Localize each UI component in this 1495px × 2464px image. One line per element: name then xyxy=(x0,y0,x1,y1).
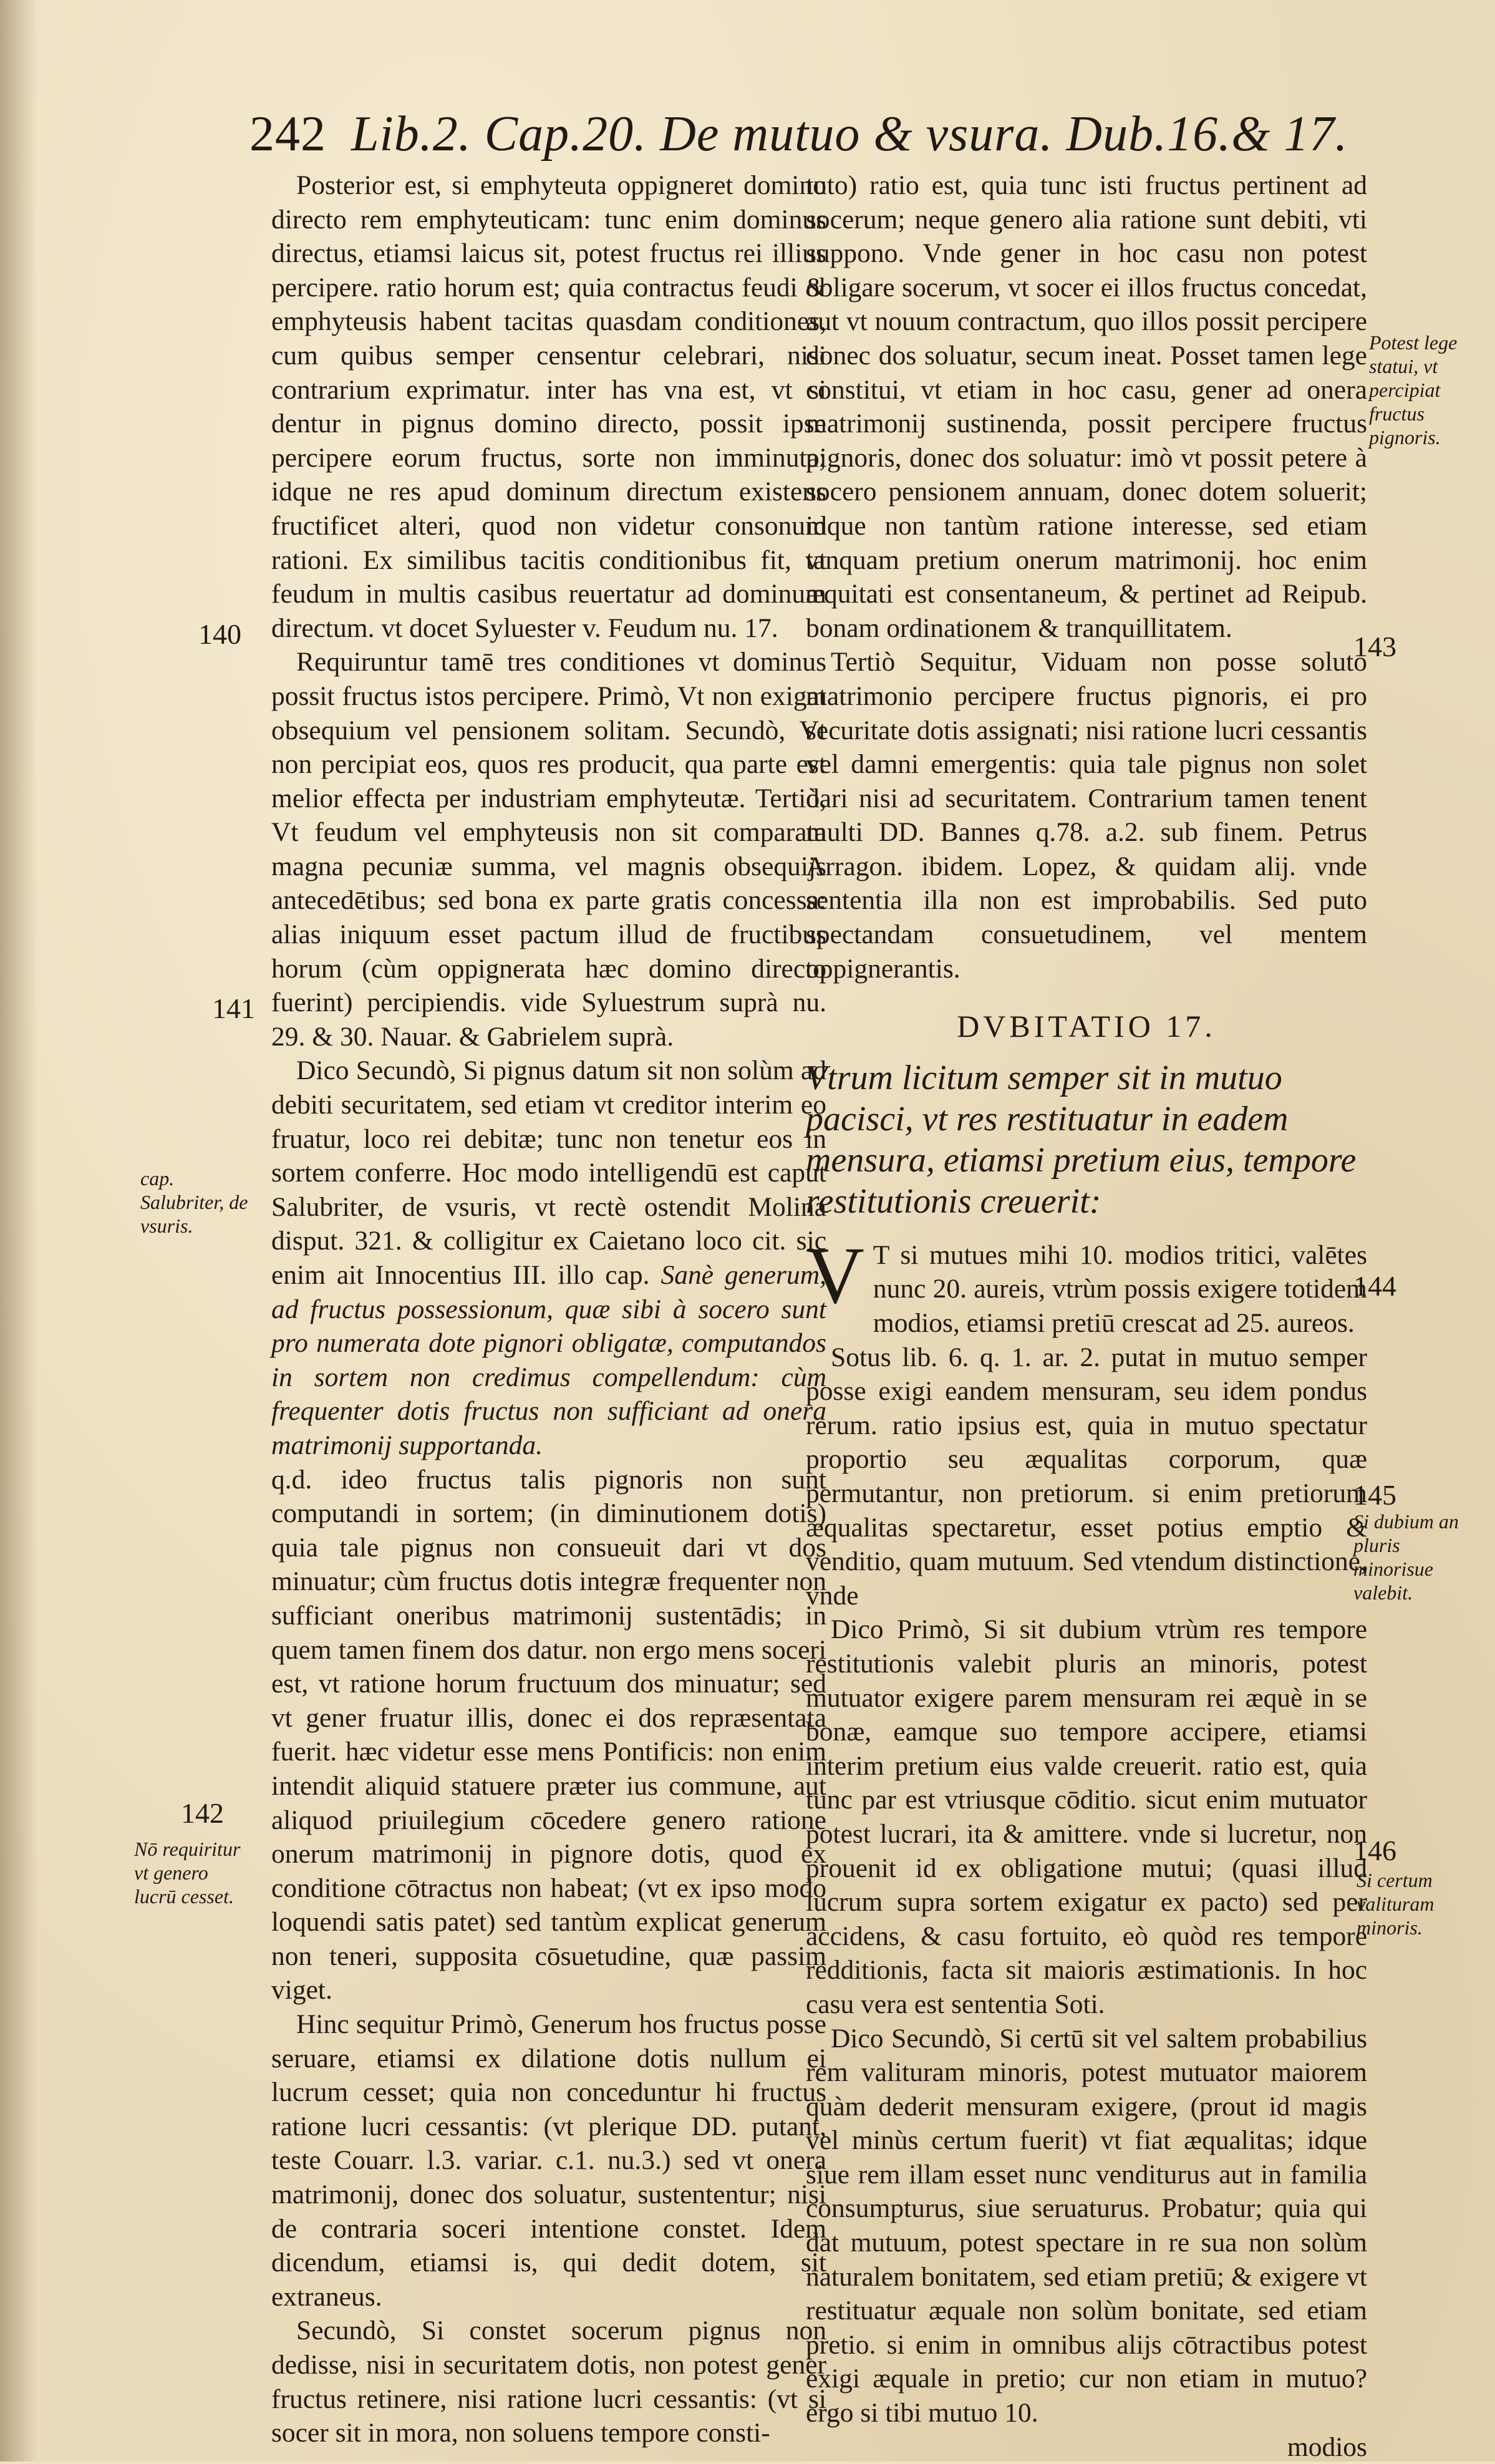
dubitatio-heading: DVBITATIO 17. xyxy=(957,1009,1216,1044)
paragraph: Hinc sequitur Primò, Generum hos fructus posse seruare, etiamsi ex dilatione dotis nullum ei lucrum cesset; quia non conceduntur hi fructus ratione lucri cessantis: (vt plerique DD. putant, teste Couarr. l.3. variar. c.1. nu.3.) sed vt onera matrimonij, donec dos soluatur, sustententur; nisi de contraria soceri intentione constet. Idem dicendum, etiamsi is, qui dedit dotem, sit extraneus. xyxy=(271,2009,826,2312)
paragraph: Secundò, Si constet socerum pignus non dedisse, nisi in securitatem dotis, non potest gener fructus retinere, nisi ratione lucri cessantis: (vt si socer sit in mora, non soluens tempore consti- xyxy=(271,2316,826,2448)
margin-note: Nō requiritur vt genero lucrū cesset. xyxy=(134,1838,241,1908)
paragraph: Dico Secundò, Si certū sit vel saltem probabilius rem valituram minoris, potest mutuator maiorem quàm dederit mensuram exigere, (prout id magis vel minùs certum fuerit) vt fiat æqualitas; idque siue rem illam esset nunc venditurus aut in familia consumpturus, siue seruaturus. Probatur; quia qui dat mutuum, potest spectare in re sua non solùm naturalem bonitatem, sed etiam pretiū; & exigere vt restituatur æquale non solùm bonitate, sed etiam pretio. si enim in omnibus alijs cōtractibus potest exigi æquale in pretio; cur non etiam in mutuo? ergo si tibi mutuo 10. xyxy=(806,2023,1367,2428)
paragraph: tuto) ratio est, quia tunc isti fructus pertinent ad socerum; neque genero alia ratione sunt debiti, vti suppono. Vnde gener in hoc casu non potest obligare socerum, vt socer ei illos fructus concedat, aut vt nouum contractum, quo illos possit percipere donec dos soluatur, secum ineat. Posset tamen lege constitui, vt etiam in hoc casu, gener ad onera matrimonij sustinenda, possit percipere fructus pignoris, donec dos soluatur: imò vt possit petere à socero pensionem annuam, donec dotem soluerit; idque non tantùm ratione interesse, sed etiam tanquam pretium onerum matrimonij. hoc enim æquitati est consentaneum, & pertinet ad Reipub. bonam ordinationem & tranquillitatem. xyxy=(806,170,1367,643)
page-gutter-shadow xyxy=(0,0,37,2462)
paragraph-number: 140 xyxy=(198,618,241,650)
paragraph-number: 145 xyxy=(1353,1479,1396,1511)
paragraph: Dico Primò, Si sit dubium vtrùm res tempore restitutionis valebit pluris an minoris, potest mutuator exigere parem mensuram rei æquè in se bonæ, eamque suo tempore accipere, etiamsi interim pretium eius valde creuerit. ratio est, quia tunc par est vtriusque cōditio. sicut enim mutuator potest lucrari, ita & amittere. vnde si lucretur, non prouenit id ex obligatione mutui; (quasi illud lucrum supra sortem exigatur ex pacto) sed per accidens, & casu fortuito, eò quòd res tempore redditionis, facta sit maioris æstimationis. In hoc casu vera est sententia Soti. xyxy=(806,1614,1367,2019)
paragraph: Sotus lib. 6. q. 1. ar. 2. putat in mutuo semper posse exigi eandem mensuram, seu idem pondus rerum. ratio ipsius est, quia in mutuo spectatur proportio seu æqualitas corporum, quæ permutantur, non pretiorum. si enim pretiorum æqualitas spectaretur, esset potius emptio & venditio, quam mutuum. Sed vtendum distinctione, vnde xyxy=(806,1342,1367,1611)
paragraph-text: Dico Secundò, Si pignus datum sit non solùm ad debiti securitatem, sed etiam vt creditor interim eo fruatur, loco rei debitæ; tunc non tenetur eos in sortem conferre. Hoc modo intelligendū est caput Salubriter, de vsuris, vt rectè ostendit Molina disput. 321. & colligitur ex Caietano loco cit. sic enim ait Innocentius III. illo cap. xyxy=(271,1055,826,1290)
margin-note: Si dubium an pluris minorisue valebit. xyxy=(1353,1510,1459,1604)
left-column xyxy=(271,168,826,2450)
quotation: Sanè generum, ad fructus possessionum, quæ sibi à socero sunt pro numerata dote pignori obligatæ, computandos in sortem non credimus compellendum: cùm frequenter dotis fructus non sufficiant ad onera matrimonij supportanda. xyxy=(271,1260,827,1460)
dubitatio-heading-block xyxy=(806,1009,1367,1044)
paragraph: Requiruntur tamē tres conditiones vt dominus possit fructus istos percipere. Primò, Vt non exigat obsequium vel pensionem solitam. Secundò, Vt non percipiat eos, quos res producit, qua parte est melior effecta per industriam emphyteutæ. Tertiò, Vt feudum vel emphyteusis non sit comparata magna pecuniæ summa, vel magnis obsequijs antecedētibus; sed bona ex parte gratis concessa: alias iniquum esset pactum illud de fructibus horum (cùm oppignerata hæc domino directo fuerint) percipiendis. vide Syluestrum suprà nu. 29. & 30. Nauar. & Gabrielem suprà. xyxy=(271,647,826,1052)
page-number: 242 xyxy=(249,107,326,162)
margin-note: cap. Salubriter, de vsuris. xyxy=(140,1167,248,1237)
margin-note: Si certum valituram minoris. xyxy=(1357,1869,1435,1939)
running-title: Lib.2. Cap.20. De mutuo & vsura. Dub.16.& 17. xyxy=(351,107,1348,162)
catchword: modios xyxy=(1287,2432,1367,2462)
dubitatio-question: Vtrum licitum semper sit in mutuo pacisci, vt res restituatur in eadem mensura, etiamsi pretium eius, tempore restitutionis creuerit: xyxy=(806,1058,1357,1221)
margin-note: Potest lege statui, vt percipiat fructus pignoris. xyxy=(1369,331,1458,449)
paragraph: Posterior est, si emphyteuta oppigneret domino directo rem emphyteuticam: tunc enim dominus directus, etiamsi laicus sit, potest fructus rei illius percipere. ratio horum est; quia contractus feudi & emphyteusis habent tacitas quasdam conditiones, cum quibus semper censentur celebrari, nisi contrarium exprimatur. inter has vna est, vt si dentur in pignus domino directo, possit ipse percipere eorum fructus, sorte non imminuta; idque ne res apud dominum directum existens fructificet alteri, quod non videtur consonum rationi. Ex similibus tacitis conditionibus fit, vt feudum in multis casibus reuertatur ad dominum directum. vt docet Syluester v. Feudum nu. 17. xyxy=(271,170,826,643)
running-header xyxy=(249,106,1348,163)
paragraph xyxy=(271,1054,826,1462)
paragraph-number: 146 xyxy=(1353,1835,1396,1866)
paragraph-number: 143 xyxy=(1353,631,1396,662)
paragraph xyxy=(806,1230,1367,1341)
paragraph-number: 141 xyxy=(212,992,255,1024)
paragraph-text: T si mutues mihi 10. modios tritici, valētes nunc 20. aureis, vtrùm possis exigere totidem modios, etiamsi pretiū crescat ad 25. aureos. xyxy=(873,1239,1367,1339)
paragraph: Tertiò Sequitur, Viduam non posse soluto matrimonio percipere fructus pignoris, ei pro securitate dotis assignati; nisi ratione lucri cessantis vel damni emergentis: quia tale pignus non solet dari nisi ad securitatem. Contrarium tamen tenent multi DD. Bannes q.78. a.2. sub finem. Petrus Arragon. ibidem. Lopez, & quidam alij. vnde sententia illa non est improbabilis. Sed puto spectandam consuetudinem, vel mentem oppignerantis. xyxy=(806,647,1367,984)
drop-initial: V xyxy=(806,1230,864,1321)
paragraph: q.d. ideo fructus talis pignoris non sunt computandi in sortem; (in diminutionem dotis) quia tale pignus non consueuit dari vt dos minuatur; cùm fructus dotis integræ frequenter non sufficiant oneribus matrimonij sustentādis; in quem tamen finem dos datur. non ergo mens soceri est, vt ratione horum fructuum dos minuatur; sed vt gener fruatur illis, donec ei dos repræsentata fuerit. hæc videtur esse mens Pontificis: non enim intendit aliquid statuere præter ius commune, aut aliquod priuilegium cōcedere genero ratione onerum matrimonij in pignore dotis, quod ex conditione cōtractus non habeat; (vt ex ipso modo loquendi satis patet) sed tantùm explicat generum non teneri, supposita cōsuetudine, quæ passim viget. xyxy=(271,1464,826,2006)
paragraph-number: 144 xyxy=(1353,1270,1396,1302)
paragraph-number: 142 xyxy=(181,1797,224,1829)
right-column xyxy=(806,168,1367,2464)
